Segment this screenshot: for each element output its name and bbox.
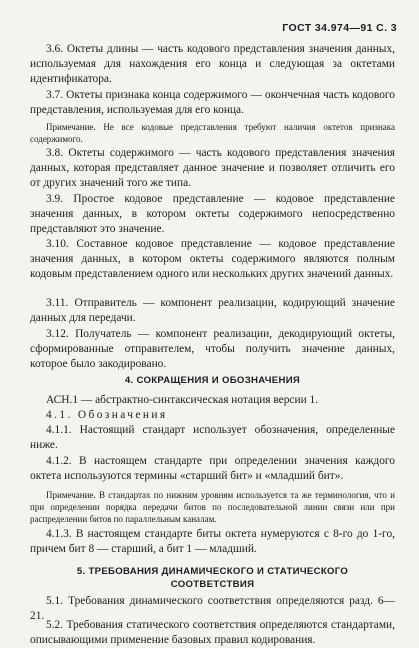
clause-3-9: 3.9. Простое кодовое представление — кодовое представление значения данных, в котором октеты содержимого непосредственно представляют это значение. [30, 193, 395, 236]
clause-4-1-3: 4.1.3. В настоящем стандарте биты октета нумеруются с 8-го до 1-го, причем бит 8 — старший, а бит 1 — младший. [30, 528, 395, 556]
clause-3-8: 3.8. Октеты содержимого — часть кодового представления значения данных, которая представляет данное значение и позволяет отличить его от других значений того же типа. [30, 147, 395, 190]
clause-4-1-2: 4.1.2. В настоящем стандарте при определении значения каждого октета используются термины «старший бит» и «младший бит». [30, 455, 395, 483]
clause-3-6: 3.6. Октеты длины — часть кодового представления значения данных, используемая для нахождения его конца и следующая за октетами идентификатора. [30, 43, 395, 86]
clause-4-1-1: 4.1.1. Настоящий стандарт использует обозначения, определенные ниже. [30, 424, 395, 452]
clause-5-2: 5.2. Требования статического соответствия определяются стандартами, описывающими применение базовых правил кодирования. [30, 619, 395, 647]
note-2: Примечание. В стандартах по нижним уровням используется та же терминология, что и при определении порядка передачи битов по последовательной линии связи или при распределении битов по параллельным каналам. [30, 490, 395, 525]
clause-3-12: 3.12. Получатель — компонент реализации, декодирующий октеты, сформированные отправителем, чтобы получить значение данных, которое было закодировано. [30, 328, 395, 371]
section-5-heading [30, 565, 395, 591]
clause-3-7: 3.7. Октеты признака конца содержимого — окончечная часть кодового представления, используемая для его конца. [30, 89, 395, 117]
asn1-definition: АСН.1 — абстрактно-синтаксическая нотация версии 1. [46, 394, 319, 406]
clause-5-1: 5.1. Требования динамического соответствия определяются разд. 6—21. [30, 595, 395, 623]
clause-3-10: 3.10. Составное кодовое представление — кодовое представление значения данных, в котором октеты содержимого являются полным кодовым представлением одного или нескольких других значений данных. [30, 238, 395, 281]
clause-3-11: 3.11. Отправитель — компонент реализации, кодирующий значение данных для передачи. [30, 297, 395, 325]
note-1: Примечание. Не все кодовые представления требуют наличия октетов признака содержимого. [30, 122, 395, 145]
page-header: ГОСТ 34.974—91 С. 3 [282, 22, 397, 34]
clause-4-1: 4.1. Обозначения [46, 409, 168, 421]
section-5-heading-line1: 5. ТРЕБОВАНИЯ ДИНАМИЧЕСКОГО И СТАТИЧЕСКОГО [76, 566, 349, 577]
section-5-heading-line2: СООТВЕТСТВИЯ [170, 579, 255, 590]
section-4-heading: 4. СОКРАЩЕНИЯ И ОБОЗНАЧЕНИЯ [124, 375, 301, 386]
